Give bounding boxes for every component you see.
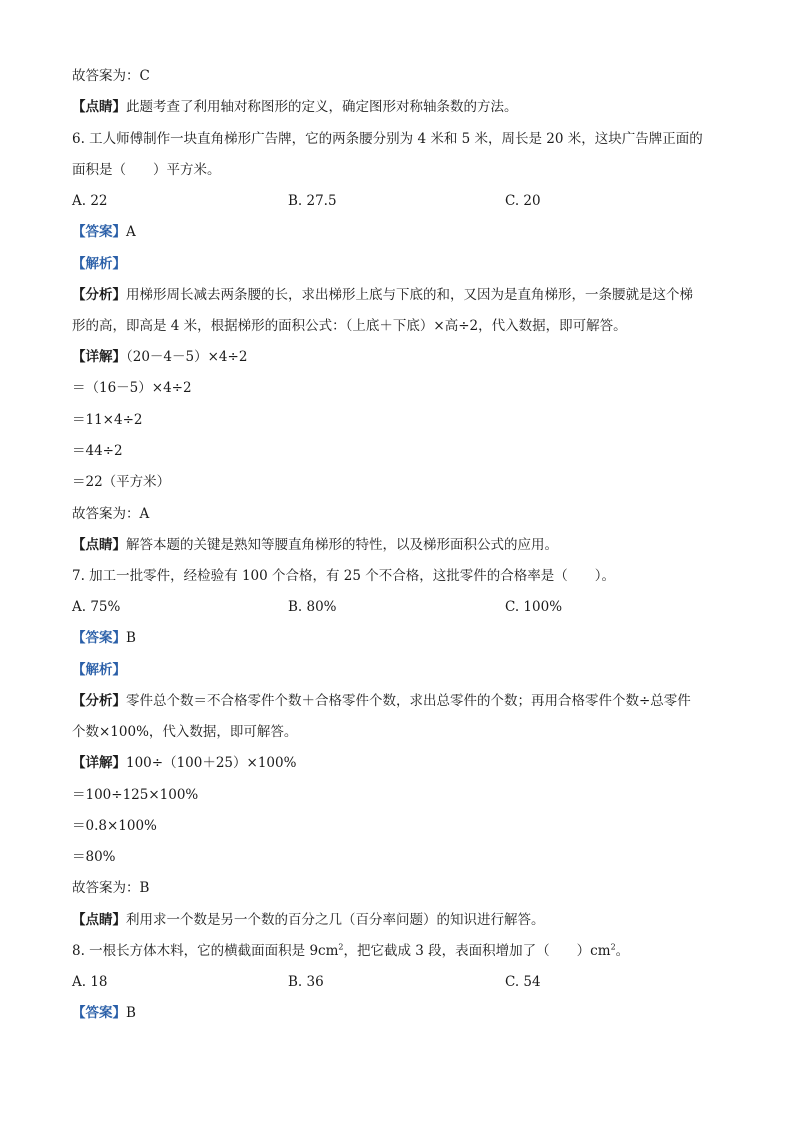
comment-tag: 【点睛】 [72,99,126,115]
analysis-label-line [72,254,722,274]
comment-line: 【点睛】此题考查了利用轴对称图形的定义，确定图形对称轴条数的方法。 [72,99,518,115]
comment-tag: 【点睛】 [72,537,126,553]
superscript: 2 [338,942,344,952]
option-a: A. 75% [72,599,121,615]
superscript: 2 [610,942,616,952]
calc-step: ＝0.8×100% [72,818,157,834]
analysis-line: 【分析】零件总个数＝不合格零件个数＋合格零件个数，求出总零件的个数；再用合格零件个数÷总零件 [72,693,691,709]
option-c: C. 20 [505,193,541,209]
option-c: C. 100% [505,599,563,615]
calc-step: ＝22（平方米） [72,474,171,490]
analysis-line-cont: 形的高，即高是 4 米，根据梯形的面积公式：（上底＋下底）×高÷2，代入数据，即可解答。 [72,318,627,334]
option-b: B. 36 [288,974,324,990]
question-6-stem-cont: 面积是（ ）平方米。 [72,162,221,178]
option-a: A. 22 [72,193,108,209]
calc-step: ＝80% [72,849,116,865]
detail-tag: 【详解】 [72,755,126,771]
answer-tag: 【答案】 [72,1005,126,1021]
analysis-line-cont: 个数×100%，代入数据，即可解答。 [72,724,298,740]
question-7-stem: 7. 加工一批零件，经检验有 100 个合格，有 25 个不合格，这批零件的合格率是（ ）。 [72,568,616,584]
detail-line: 【详解】（20－4－5）×4÷2 [72,349,248,365]
calc-step: ＝100÷125×100% [72,787,199,803]
answer-tag: 【答案】 [72,224,126,240]
question-6-stem: 6. 工人师傅制作一块直角梯形广告牌，它的两条腰分别为 4 米和 5 米，周长是 20 米，这块广告牌正面的 [72,131,703,147]
answer-label-line: 【答案】A [72,224,136,240]
comment-line: 【点睛】利用求一个数是另一个数的百分之几（百分率问题）的知识进行解答。 [72,912,545,928]
analysis-sub-tag: 【分析】 [72,693,126,709]
calc-step: ＝11×4÷2 [72,412,143,428]
analysis-label-line [72,660,722,680]
answer-line: 故答案为：C [72,68,150,84]
calc-step: ＝44÷2 [72,443,123,459]
option-b: B. 27.5 [288,193,337,209]
answer-label-line: 【答案】B [72,1005,136,1021]
analysis-tag: 【解析】 [72,256,126,272]
option-c: C. 54 [505,974,541,990]
answer-line: 故答案为：A [72,506,150,522]
option-a: A. 18 [72,974,108,990]
analysis-tag: 【解析】 [72,662,126,678]
detail-tag: 【详解】 [72,349,126,365]
analysis-sub-tag: 【分析】 [72,287,126,303]
option-b: B. 80% [288,599,337,615]
question-8-stem: 8. 一根长方体木料，它的横截面面积是 $9cm^2$，把它截成 3 段，表面积增加了（ ）$cm^2$。 [72,942,630,959]
comment-tag: 【点睛】 [72,912,126,928]
answer-label-line: 【答案】B [72,630,136,646]
answer-line: 故答案为：B [72,880,150,896]
calc-step: ＝（16－5）×4÷2 [72,380,192,396]
analysis-line: 【分析】用梯形周长减去两条腰的长，求出梯形上底与下底的和，又因为是直角梯形，一条腰就是这个梯 [72,287,693,303]
detail-line: 【详解】100÷（100＋25）×100% [72,755,297,771]
answer-tag: 【答案】 [72,630,126,646]
comment-line: 【点睛】解答本题的关键是熟知等腰直角梯形的特性，以及梯形面积公式的应用。 [72,537,558,553]
